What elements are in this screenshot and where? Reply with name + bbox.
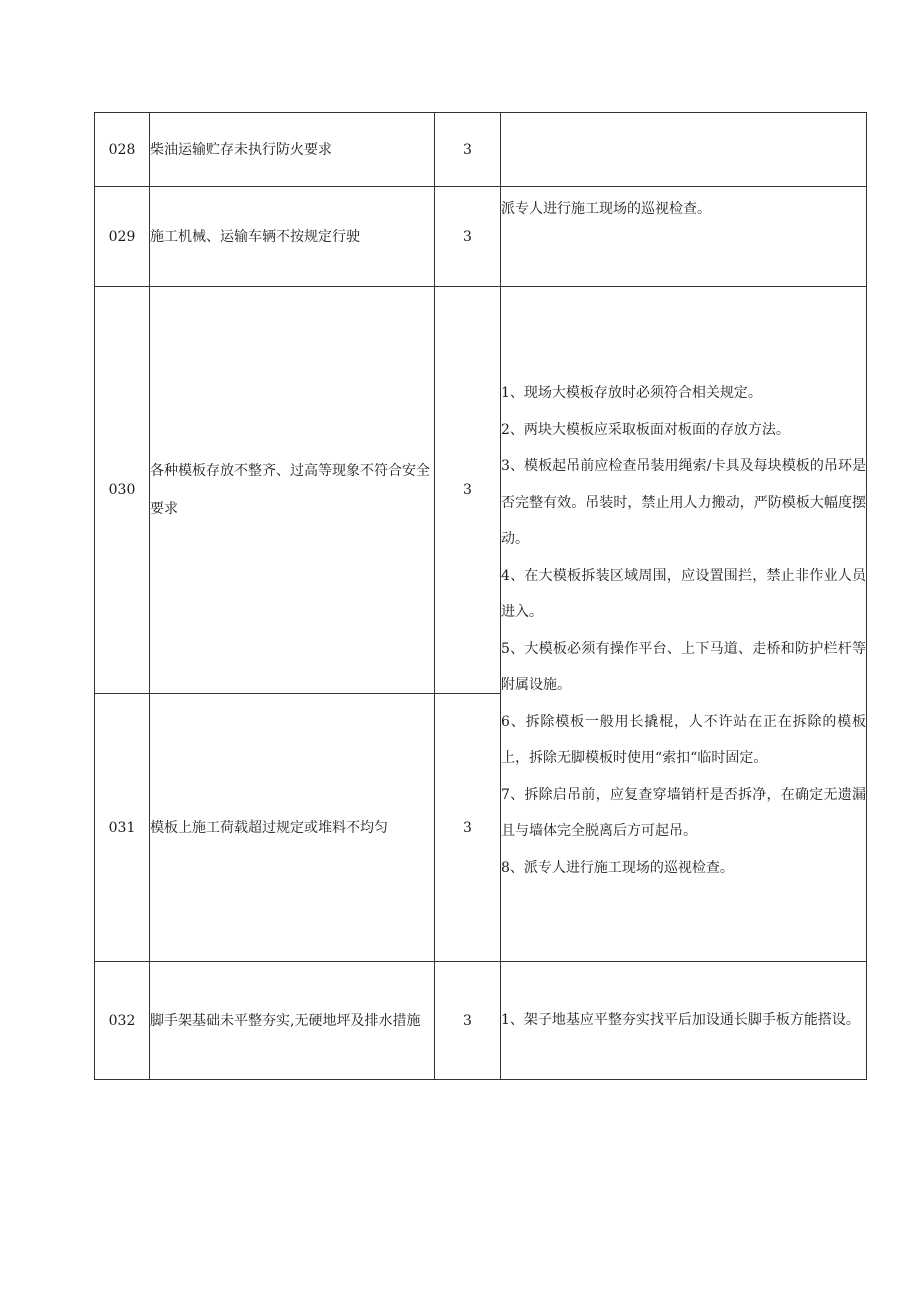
hazard-level: 3 [435, 694, 501, 962]
hazard-table [94, 112, 867, 1080]
hazard-level: 3 [435, 287, 501, 694]
formwork-control-measures [501, 287, 867, 962]
measure-item: 5、大模板必须有操作平台、上下马道、走桥和防护栏杆等附属设施。 [501, 640, 866, 693]
hazard-code: 031 [95, 694, 150, 962]
table-row [95, 113, 867, 187]
measure-item: 8、派专人进行施工现场的巡视检查。 [501, 859, 734, 876]
hazard-code: 029 [95, 187, 150, 287]
hazard-description: 柴油运输贮存未执行防火要求 [150, 113, 435, 187]
measure-item: 6、拆除模板一般用长撬棍，人不许站在正在拆除的模板上，拆除无脚模板时使用“索扣“临时固定。 [501, 713, 866, 766]
hazard-level: 3 [435, 113, 501, 187]
measure-item: 4、在大模板拆装区域周围，应设置围拦，禁止非作业人员进入。 [501, 567, 866, 620]
hazard-code: 028 [95, 113, 150, 187]
table-row [95, 287, 867, 694]
control-measure-empty [501, 113, 867, 187]
measure-item: 2、两块大模板应采取板面对板面的存放方法。 [501, 421, 790, 438]
hazard-level: 3 [435, 962, 501, 1080]
table-row [95, 962, 867, 1080]
hazard-description: 施工机械、运输车辆不按规定行驶 [150, 187, 435, 287]
hazard-code: 032 [95, 962, 150, 1080]
measure-item: 3、模板起吊前应检查吊装用绳索/卡具及每块模板的吊环是否完整有效。吊装时，禁止用人力搬动，严防模板大幅度摆动。 [501, 458, 866, 547]
table-row [95, 187, 867, 287]
measure-item: 7、拆除启吊前，应复查穿墙销杆是否拆净，在确定无遗漏且与墙体完全脱离后方可起吊。 [501, 786, 866, 839]
measure-list [501, 375, 866, 886]
hazard-description: 模板上施工荷载超过规定或堆料不均匀 [150, 694, 435, 962]
control-measure: 派专人进行施工现场的巡视检查。 [501, 187, 867, 287]
measure-item: 1、现场大模板存放时必须符合相关规定。 [501, 385, 762, 401]
hazard-level: 3 [435, 187, 501, 287]
hazard-description: 各种模板存放不整齐、过高等现象不符合安全要求 [150, 287, 435, 694]
control-measure: 1、架子地基应平整夯实找平后加设通长脚手板方能搭设。 [501, 962, 867, 1080]
hazard-description: 脚手架基础未平整夯实,无硬地坪及排水措施 [150, 962, 435, 1080]
hazard-code: 030 [95, 287, 150, 694]
